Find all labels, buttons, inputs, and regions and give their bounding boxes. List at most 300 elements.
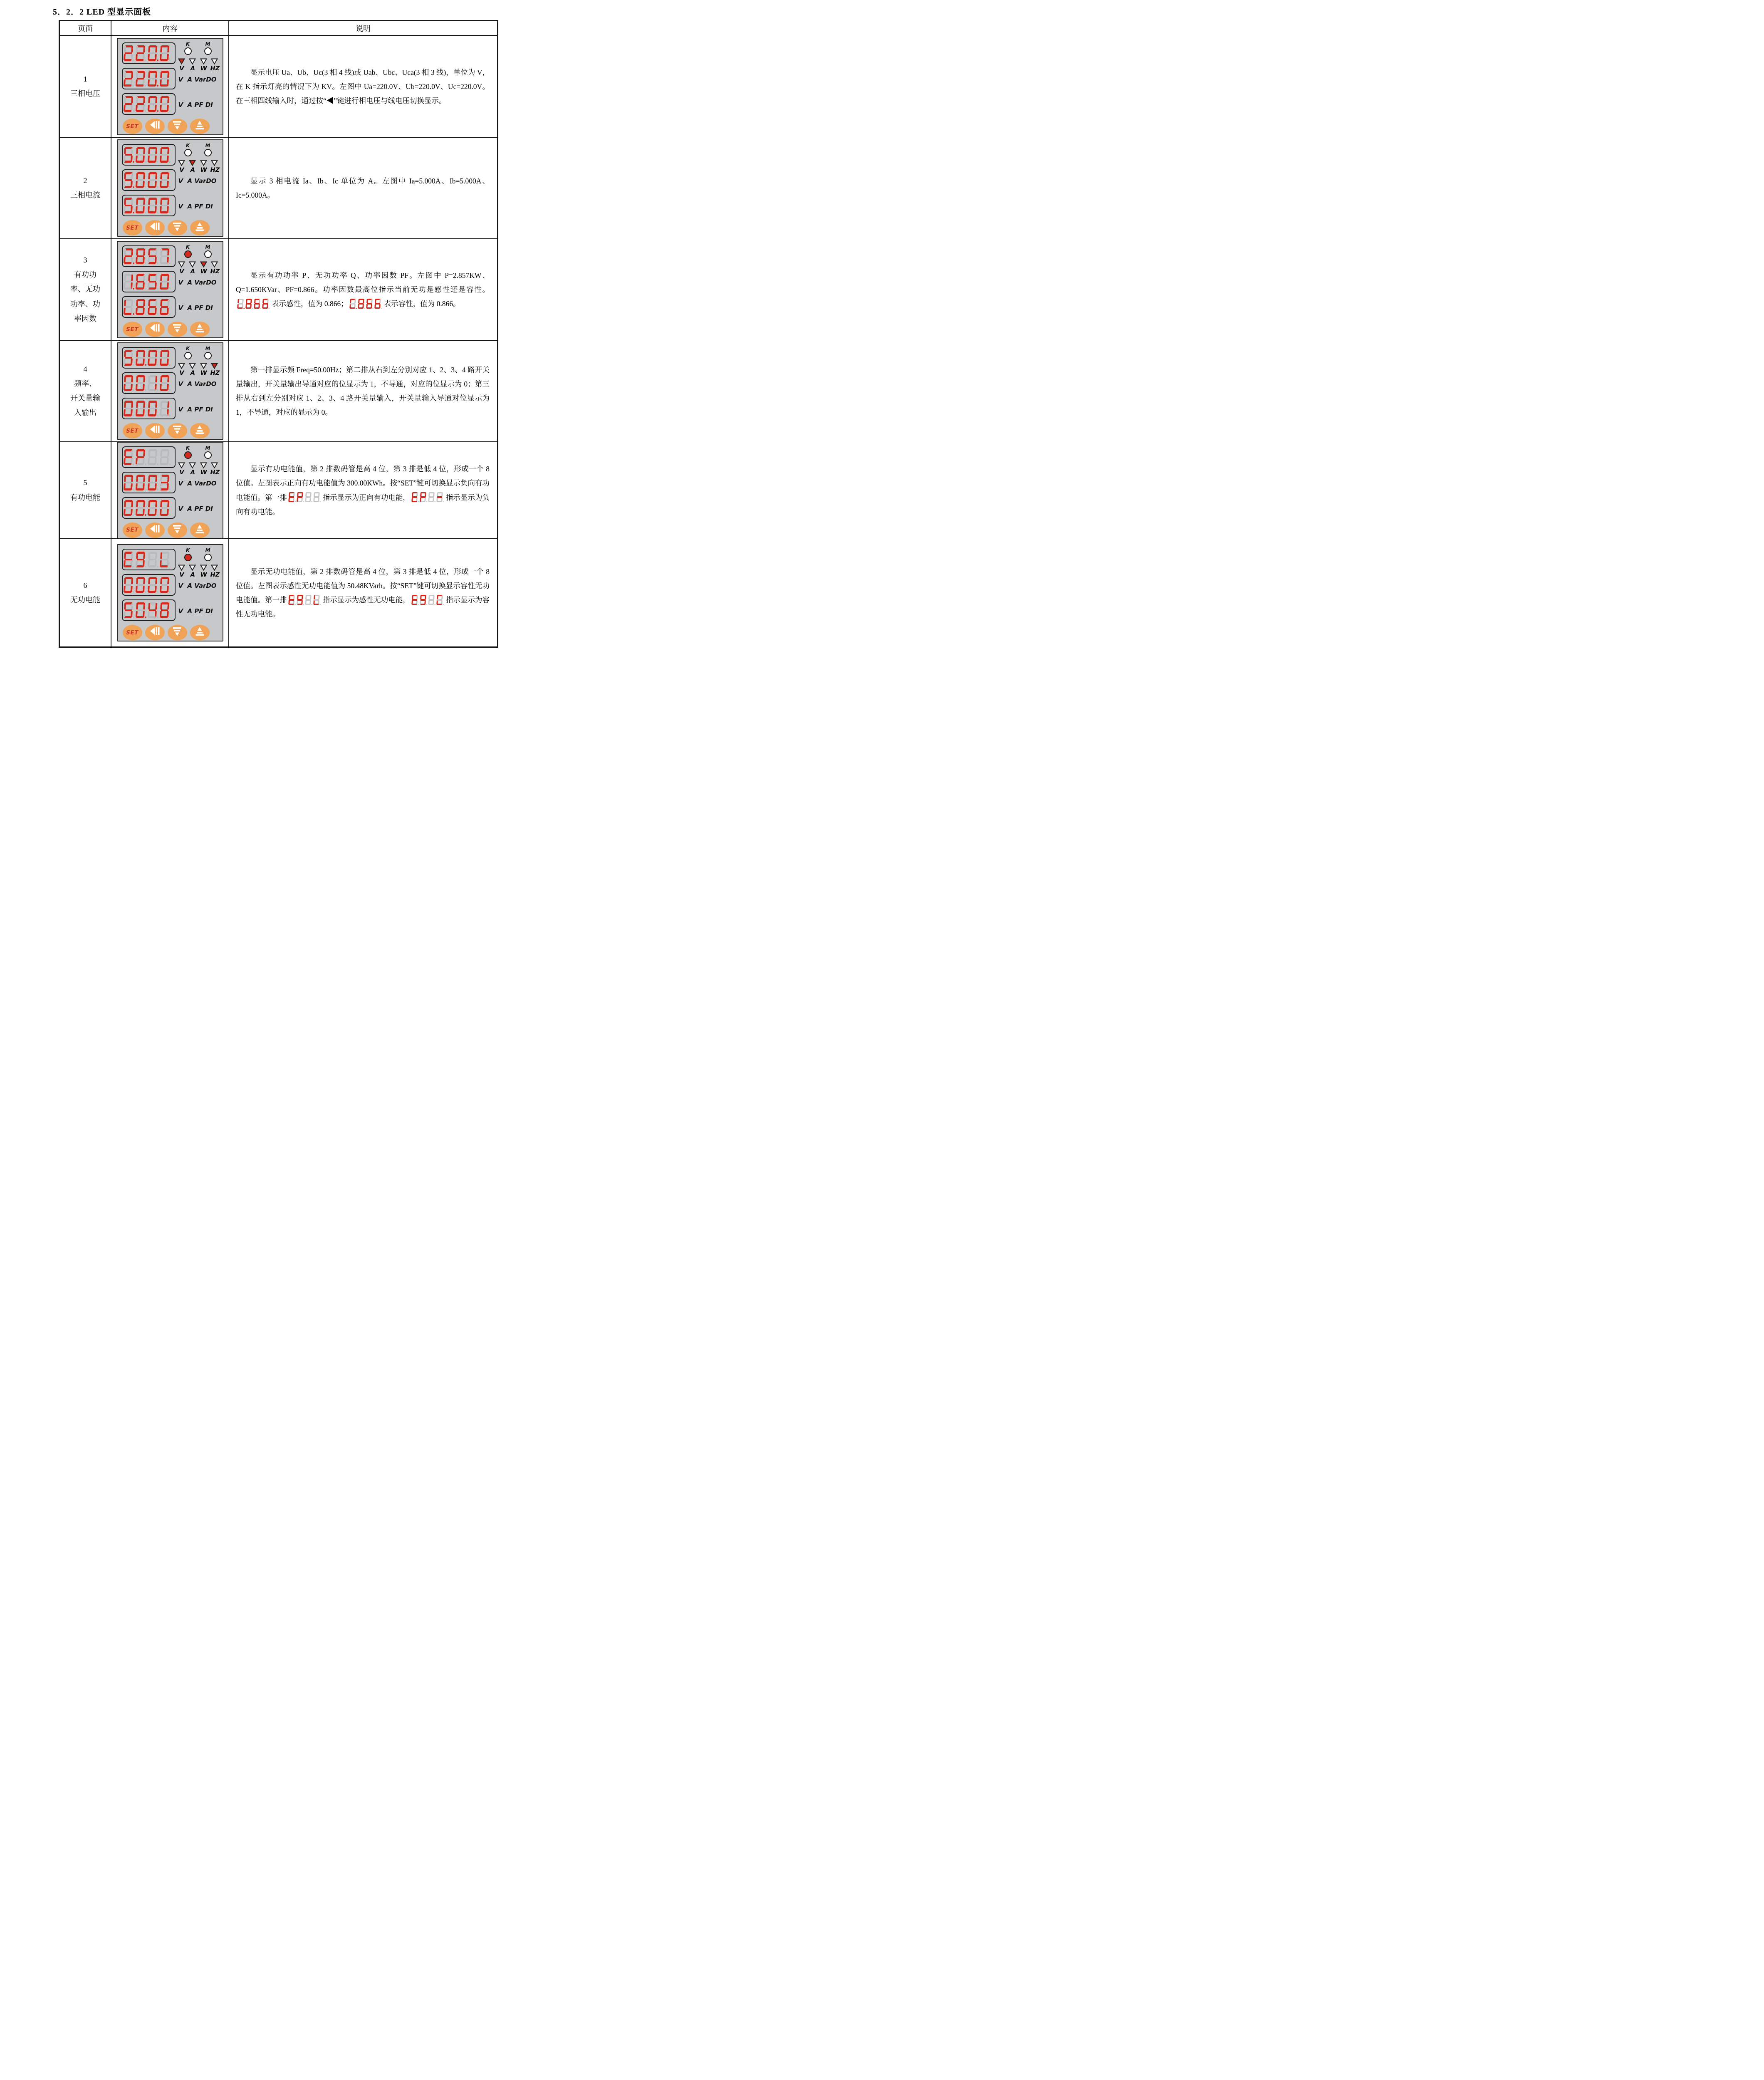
left-arrow-button	[145, 522, 165, 538]
page-label-line: 率因数	[74, 314, 96, 323]
display-window-row2	[122, 271, 176, 292]
seven-segment-readout	[124, 45, 172, 61]
panel-buttons	[123, 423, 219, 438]
seven-seg-digit	[124, 602, 134, 618]
unit-label-w: W	[200, 469, 207, 476]
down-arrow-icon	[172, 425, 183, 437]
indicator-column	[178, 42, 219, 115]
up-arrow-icon	[194, 425, 205, 437]
seven-seg-digit	[136, 248, 146, 264]
seven-seg-digit	[160, 602, 170, 618]
m-indicator	[201, 244, 215, 258]
seven-seg-digit	[148, 602, 158, 618]
unit-label-w: W	[200, 370, 207, 376]
up-arrow-icon	[194, 222, 205, 234]
k-lamp-icon	[184, 352, 192, 359]
up-arrow-icon	[194, 323, 205, 335]
display-window-row3	[122, 398, 176, 419]
down-arrow-icon	[172, 626, 183, 639]
km-indicators	[181, 346, 215, 359]
set-button-label: SET	[126, 123, 139, 130]
description-text-run: 显示电压 Ua、Ub、Uc(3 相 4 线)或 Uab、Ubc、Uca(3 相 3 线)，单位为 V，在 K 指示灯亮的情况下为 KV。左图中 Ua=220.0V、Ub=220.0V、Uc=220.0V。在三相四线输入时，通过按“◀”键进行相电压与线电压切换显示。	[236, 68, 490, 105]
seven-seg-digit	[136, 475, 146, 490]
m-label: M	[205, 143, 210, 149]
page-cell-row5	[60, 442, 111, 539]
seven-seg-digit	[254, 299, 260, 309]
content-cell-row3	[111, 239, 229, 341]
seven-seg-digit	[124, 375, 134, 391]
seven-segment-readout	[124, 577, 172, 593]
page-label-line: 三相电流	[70, 191, 100, 199]
seven-seg-digit	[160, 350, 170, 366]
unit-label-a: A	[190, 370, 195, 376]
seven-seg-digit	[305, 492, 312, 502]
unit-labels	[178, 268, 219, 275]
seven-seg-digit	[136, 375, 146, 391]
description-text-run: 表示感性，值为 0.866；	[272, 300, 348, 308]
description-text	[229, 360, 497, 422]
seven-seg-digit	[136, 350, 146, 366]
set-button	[123, 322, 142, 337]
display-window-row1	[122, 144, 176, 166]
page-label-line: 入输出	[74, 409, 96, 417]
seven-seg-digit	[160, 147, 170, 163]
km-indicators	[181, 244, 215, 258]
seven-segment-readout	[124, 500, 172, 516]
seven-seg-digit	[124, 71, 134, 87]
row3-units-label: V A PF DI	[178, 607, 213, 615]
k-indicator	[181, 244, 195, 258]
description-text	[229, 562, 497, 624]
down-arrow-button	[168, 119, 187, 134]
page-label-line: 6	[83, 581, 87, 589]
down-arrow-icon	[172, 524, 183, 536]
seven-seg-digit	[148, 552, 158, 567]
seven-seg-digit	[148, 172, 158, 188]
unit-label-hz: HZ	[210, 572, 220, 578]
k-indicator	[181, 445, 195, 459]
display-window-row2	[122, 68, 176, 89]
page-label-line: 3	[83, 256, 87, 265]
unit-label-a: A	[190, 572, 195, 578]
panel-readout-area	[122, 446, 219, 519]
up-arrow-button	[190, 625, 210, 640]
unit-label-a: A	[190, 469, 195, 476]
seven-seg-digit	[160, 552, 170, 567]
seven-seg-digit	[160, 96, 170, 112]
seven-seg-digit	[160, 299, 170, 315]
seven-seg-digit	[124, 401, 134, 416]
display-column	[122, 446, 176, 519]
panel-buttons	[123, 522, 219, 538]
unit-label-a: A	[190, 268, 195, 275]
km-indicators	[181, 143, 215, 156]
description-text-run: 显示无功电能值，第 2 排数码管是高 4 位，第 3 排是低 4 位，形成一个 8 位值。左图表示感性无功电能值为 50.48KVarh。按“SET”键可切换显示容性无功电能值。第一排	[236, 567, 490, 604]
seven-segment-readout	[288, 595, 322, 605]
display-window-row3	[122, 497, 176, 519]
seven-segment-readout	[288, 492, 322, 502]
seven-seg-digit	[136, 147, 146, 163]
up-arrow-button	[190, 220, 210, 235]
seven-segment-readout	[237, 299, 270, 309]
page-label-line: 1	[83, 74, 87, 83]
indicator-column	[178, 347, 219, 419]
up-arrow-icon	[194, 524, 205, 536]
display-window-row1	[122, 42, 176, 64]
section-title: 5．2．2 LED 型显示面板	[53, 7, 151, 17]
display-column	[122, 245, 176, 318]
page-cell-row3	[60, 239, 111, 341]
m-indicator	[201, 547, 215, 561]
row3-units-label: V A PF DI	[178, 505, 213, 513]
seven-seg-digit	[148, 198, 158, 213]
meter-panel	[117, 241, 223, 338]
seven-seg-digit	[436, 492, 443, 502]
description-cell-row6	[229, 539, 497, 646]
meter-panel	[117, 139, 223, 237]
seven-seg-digit	[313, 492, 320, 502]
seven-seg-digit	[288, 595, 295, 605]
down-arrow-icon	[172, 120, 183, 132]
content-cell-row4	[111, 341, 229, 442]
seven-segment-readout	[124, 299, 172, 315]
indicator-column	[178, 245, 219, 318]
seven-seg-digit	[148, 475, 158, 490]
unit-label-v: V	[179, 65, 184, 72]
unit-label-a: A	[190, 167, 195, 173]
meter-panel	[117, 442, 223, 539]
seven-seg-digit	[124, 350, 134, 366]
seven-segment-readout	[124, 449, 172, 465]
display-window-row1	[122, 245, 176, 267]
page-cell-row2	[60, 138, 111, 239]
page-label-line: 频率、	[74, 379, 96, 388]
m-indicator	[201, 445, 215, 459]
display-window-row2	[122, 372, 176, 394]
page-cell-row4	[60, 341, 111, 442]
seven-seg-digit	[148, 96, 158, 112]
meter-panel	[117, 38, 223, 135]
seven-seg-digit	[160, 375, 170, 391]
row3-units-label: V A PF DI	[178, 406, 213, 413]
k-indicator	[181, 346, 195, 359]
seven-seg-digit	[160, 45, 170, 61]
unit-label-v: V	[179, 572, 184, 578]
seven-seg-digit	[136, 198, 146, 213]
seven-seg-digit	[148, 375, 158, 391]
up-arrow-icon	[194, 120, 205, 132]
seven-seg-digit	[428, 492, 435, 502]
display-column	[122, 42, 176, 115]
set-button-label: SET	[126, 224, 139, 231]
m-indicator	[201, 41, 215, 55]
seven-seg-digit	[262, 299, 269, 309]
page-label-line: 无功电能	[70, 596, 100, 604]
seven-seg-digit	[124, 552, 134, 567]
seven-seg-digit	[313, 595, 320, 605]
seven-seg-digit	[148, 350, 158, 366]
unit-label-hz: HZ	[210, 167, 220, 173]
seven-segment-readout	[124, 475, 172, 490]
page-label-line: 2	[83, 176, 87, 185]
row2-units-label: V A VarDO	[178, 279, 217, 286]
down-arrow-button	[168, 423, 187, 438]
meter-panel	[117, 342, 223, 440]
km-indicators	[181, 41, 215, 55]
description-text	[229, 266, 497, 313]
seven-seg-digit	[124, 45, 134, 61]
seven-seg-digit	[160, 449, 170, 465]
seven-seg-digit	[305, 595, 312, 605]
meter-panel	[117, 544, 223, 641]
seven-segment-readout	[124, 350, 172, 366]
seven-seg-digit	[297, 595, 303, 605]
set-button	[123, 220, 142, 235]
panel-readout-area	[122, 549, 219, 621]
left-arrow-icon	[149, 323, 160, 335]
seven-seg-digit	[160, 198, 170, 213]
description-cell-row4	[229, 341, 497, 442]
k-label: K	[186, 547, 190, 553]
unit-labels	[178, 167, 219, 173]
unit-label-w: W	[200, 167, 207, 173]
seven-seg-digit	[148, 401, 158, 416]
col-header-description: 说明	[229, 21, 497, 36]
description-text-run: 显示 3 相电流 Ia、Ib、Ic 单位为 A。左图中 Ia=5.000A、Ib=5.000A、Ic=5.000A。	[236, 176, 490, 199]
left-arrow-button	[145, 119, 165, 134]
k-indicator	[181, 547, 195, 561]
display-window-row3	[122, 296, 176, 318]
content-cell-row5	[111, 442, 229, 539]
page-label-line: 功率、功	[70, 300, 100, 308]
set-button	[123, 522, 142, 538]
up-arrow-button	[190, 522, 210, 538]
seven-segment-readout	[124, 147, 172, 163]
seven-seg-digit	[160, 248, 170, 264]
m-label: M	[205, 547, 210, 553]
panel-buttons	[123, 220, 219, 235]
page-label-line: 率、无功	[70, 285, 100, 294]
seven-seg-digit	[148, 274, 158, 290]
set-button	[123, 119, 142, 134]
indicator-column	[178, 446, 219, 519]
page-label-line: 5	[83, 478, 87, 487]
m-label: M	[205, 41, 210, 47]
page-label-line: 有功电能	[70, 493, 100, 502]
description-text	[229, 63, 497, 110]
left-arrow-icon	[149, 626, 160, 639]
m-indicator	[201, 346, 215, 359]
panel-readout-area	[122, 347, 219, 419]
unit-label-v: V	[179, 268, 184, 275]
seven-seg-digit	[124, 147, 134, 163]
display-column	[122, 347, 176, 419]
row3-units-label: V A PF DI	[178, 203, 213, 210]
unit-label-hz: HZ	[210, 469, 220, 476]
seven-seg-digit	[148, 577, 158, 593]
seven-segment-readout	[124, 552, 172, 567]
seven-seg-digit	[297, 492, 303, 502]
display-window-row1	[122, 347, 176, 369]
seven-seg-digit	[124, 248, 134, 264]
description-text-run: 显示有功电能值，第 2 排数码管是高 4 位，第 3 排是低 4 位，形成一个 8 位值。左图表示正向有功电能值为 300.00KWh。按“SET”键可切换显示负向有功电能值。第一排	[236, 465, 490, 502]
description-text-run: 指示显示为容性无功电能。	[236, 596, 490, 619]
description-text	[229, 459, 497, 521]
seven-seg-digit	[136, 172, 146, 188]
seven-seg-digit	[136, 500, 146, 516]
seven-segment-readout	[124, 375, 172, 391]
row2-units-label: V A VarDO	[178, 177, 217, 185]
seven-seg-digit	[245, 299, 252, 309]
seven-seg-digit	[136, 71, 146, 87]
seven-seg-digit	[420, 595, 426, 605]
k-label: K	[186, 41, 190, 47]
seven-seg-digit	[420, 492, 426, 502]
set-button-label: SET	[126, 427, 139, 434]
row2-units-label: V A VarDO	[178, 380, 217, 388]
panel-readout-area	[122, 245, 219, 318]
seven-segment-readout	[411, 595, 445, 605]
left-arrow-icon	[149, 222, 160, 234]
seven-seg-digit	[160, 274, 170, 290]
set-button	[123, 423, 142, 438]
display-window-row3	[122, 93, 176, 115]
unit-label-w: W	[200, 65, 207, 72]
panel-readout-area	[122, 144, 219, 216]
seven-segment-readout	[124, 274, 172, 290]
seven-seg-digit	[124, 274, 134, 290]
col-header-content: 内容	[111, 21, 229, 36]
page-label-line: 开关量输	[70, 394, 100, 402]
m-label: M	[205, 244, 210, 250]
unit-label-a: A	[190, 65, 195, 72]
k-label: K	[186, 346, 190, 352]
indicator-column	[178, 144, 219, 216]
seven-segment-readout	[124, 401, 172, 416]
description-text-run: 第一排显示频 Freq=50.00Hz；第二排从右到左分别对应 1、2、3、4 路开关量输出，开关量输出导通对应的位显示为 1，不导通，对应的位显示为 0；第三排从右到左分别对应 1、2、3、4 路开关量输入，开关量输入导通对位显示为 1，不导通，对应的显示为 0。	[236, 365, 490, 417]
left-arrow-icon	[149, 425, 160, 437]
seven-segment-readout	[124, 602, 172, 618]
manual-page	[0, 0, 549, 649]
seven-seg-digit	[124, 198, 134, 213]
page-label-line: 三相电压	[70, 89, 100, 98]
seven-seg-digit	[124, 449, 134, 465]
unit-label-w: W	[200, 268, 207, 275]
seven-segment-readout	[124, 198, 172, 213]
seven-seg-digit	[436, 595, 443, 605]
seven-seg-digit	[124, 172, 134, 188]
seven-seg-digit	[136, 45, 146, 61]
description-cell-row5	[229, 442, 497, 539]
down-arrow-button	[168, 625, 187, 640]
display-column	[122, 144, 176, 216]
seven-segment-readout	[411, 492, 445, 502]
seven-seg-digit	[124, 299, 134, 315]
k-label: K	[186, 143, 190, 149]
unit-label-v: V	[179, 469, 184, 476]
row2-units-label: V A VarDO	[178, 479, 217, 487]
unit-labels	[178, 65, 219, 72]
description-text-run: 指示显示为负向有功电能。	[236, 493, 490, 516]
col-header-page: 页面	[60, 21, 111, 36]
content-cell-row6	[111, 539, 229, 646]
display-window-row2	[122, 574, 176, 596]
unit-label-v: V	[179, 167, 184, 173]
description-text-run: 指示显示为感性无功电能，	[322, 596, 410, 604]
page-cell-row1	[60, 36, 111, 138]
seven-seg-digit	[349, 299, 356, 309]
km-indicators	[181, 445, 215, 459]
panel-buttons	[123, 119, 219, 134]
page-label-line: 有功功	[74, 270, 96, 279]
row3-units-label: V A PF DI	[178, 304, 213, 312]
seven-seg-digit	[136, 552, 146, 567]
up-arrow-button	[190, 423, 210, 438]
seven-seg-digit	[288, 492, 295, 502]
down-arrow-button	[168, 220, 187, 235]
seven-seg-digit	[124, 475, 134, 490]
k-label: K	[186, 445, 190, 451]
description-text	[229, 171, 497, 205]
m-label: M	[205, 445, 210, 451]
seven-seg-digit	[237, 299, 244, 309]
seven-seg-digit	[148, 248, 158, 264]
seven-segment-readout	[124, 96, 172, 112]
content-cell-row1	[111, 36, 229, 138]
seven-seg-digit	[124, 577, 134, 593]
seven-seg-digit	[136, 577, 146, 593]
m-lamp-icon	[204, 554, 212, 561]
seven-seg-digit	[160, 500, 170, 516]
seven-seg-digit	[366, 299, 373, 309]
k-lamp-icon	[184, 250, 192, 258]
seven-seg-digit	[358, 299, 364, 309]
k-lamp-icon	[184, 149, 192, 156]
description-text-run: 指示显示为正向有功电能，	[322, 493, 410, 502]
seven-seg-digit	[148, 45, 158, 61]
down-arrow-icon	[172, 323, 183, 335]
seven-seg-digit	[160, 172, 170, 188]
display-window-row1	[122, 446, 176, 468]
seven-seg-digit	[148, 500, 158, 516]
seven-seg-digit	[124, 96, 134, 112]
display-window-row1	[122, 549, 176, 570]
row2-units-label: V A VarDO	[178, 76, 217, 83]
display-window-row2	[122, 169, 176, 191]
left-arrow-button	[145, 423, 165, 438]
seven-seg-digit	[136, 274, 146, 290]
seven-seg-digit	[136, 96, 146, 112]
seven-segment-readout	[124, 248, 172, 264]
description-cell-row2	[229, 138, 497, 239]
page-cell-row6	[60, 539, 111, 646]
display-column	[122, 549, 176, 621]
unit-labels	[178, 469, 219, 476]
row3-units-label: V A PF DI	[178, 101, 213, 109]
unit-label-v: V	[179, 370, 184, 376]
k-lamp-icon	[184, 47, 192, 55]
seven-seg-digit	[136, 602, 146, 618]
seven-seg-digit	[160, 577, 170, 593]
row2-units-label: V A VarDO	[178, 582, 217, 589]
seven-seg-digit	[124, 500, 134, 516]
panel-buttons	[123, 625, 219, 640]
m-label: M	[205, 346, 210, 352]
display-window-row3	[122, 599, 176, 621]
left-arrow-button	[145, 322, 165, 337]
seven-seg-digit	[148, 71, 158, 87]
set-button	[123, 625, 142, 640]
